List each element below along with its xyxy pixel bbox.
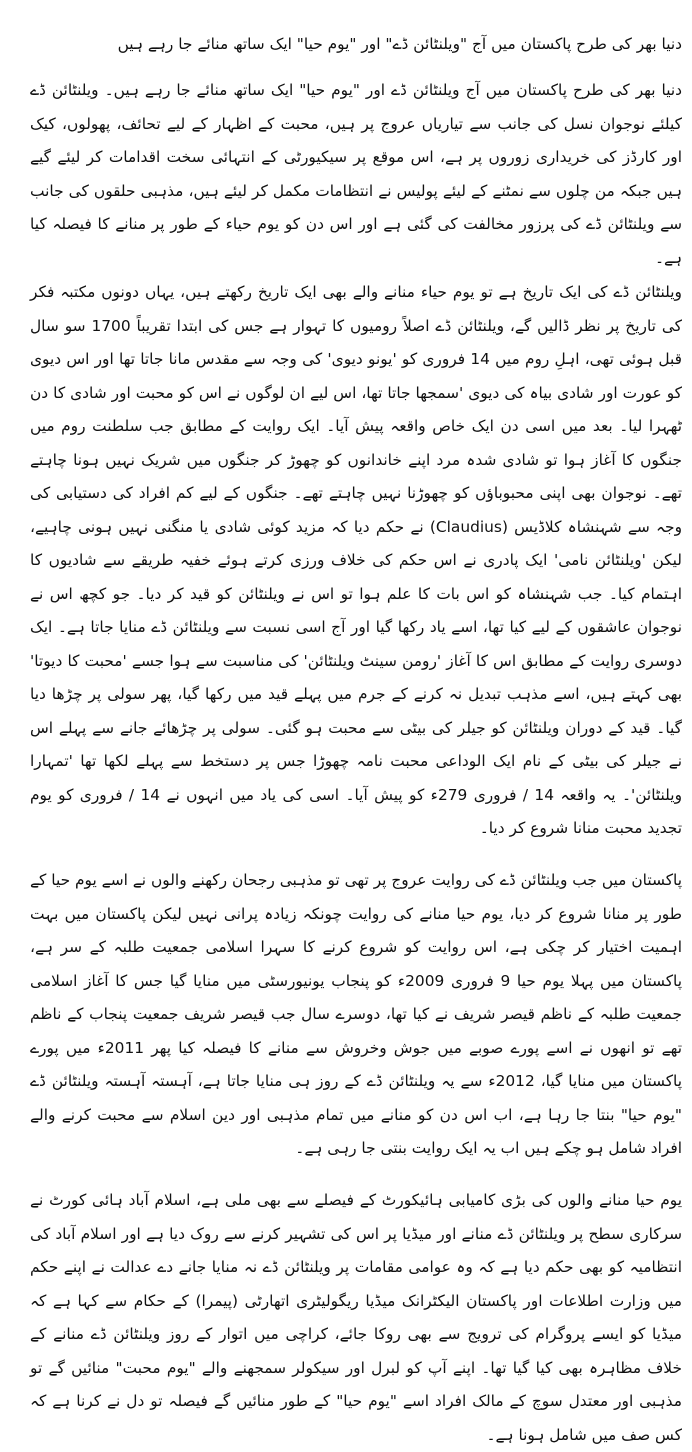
- article-paragraph-1: دنیا بھر کی طرح پاکستان میں آج ویلنٹائن ڈے اور "یوم حیا" ایک ساتھ منائے جا رہے ہیں۔ ویلنٹائن ڈے کیلئے نوجوان نسل کی جانب سے تیاریاں عروج پر ہیں، محبت کے اظہار کے لیے تحائف، پھولوں، کیک اور کارڈز کی خریداری زوروں پر ہے، اس موقع پر سیکیورٹی کے انتہائی سخت اقدامات کر لیئے گیے ہیں جبکہ من چلوں سے نمٹنے کے لیئے پولیس نے انتظامات مکمل کر لیئے ہیں، مذہبی حلقوں کی جانب سے ویلنٹائن ڈے کی پرزور مخالفت کی گئی ہے اور اس دن کو یوم حیاء کے طور پر منانے کا فیصلہ کیا ہے۔: [30, 81, 682, 267]
- article-paragraph-2: ویلنٹائن ڈے کی ایک تاریخ ہے تو یوم حیاء منانے والے بھی ایک تاریخ رکھتے ہیں، یہاں دونوں مکتبہ فکر کی تاریخ پر نظر ڈالیں گے، ویلنٹائن ڈے اصلاً رومیوں کا تہوار ہے جس کی ابتدا تقریباً 1700 سو سال قبل ہوئی تھی، اہلِ روم میں 14 فروری کو 'یونو دیوی' کی وجہ سے مقدس مانا جاتا تھا اور اس دیوی کو عورت اور شادی بیاہ کی دیوی 'سمجھا جاتا تھا، اس لیے ان لوگوں نے اس کو محبت اور شادی کا دن ٹھہرا لیا۔ بعد میں اسی دن ایک خاص واقعہ پیش آیا۔ ایک روایت کے مطابق جب سلطنت روم میں جنگوں کا آغاز ہوا تو شادی شدہ مرد اپنے خاندانوں کو چھوڑ کر جنگوں میں شریک نہیں ہونا چاہتے تھے۔ نوجوان بھی اپنی محبوباؤں کو چھوڑنا نہیں چاہتے تھے۔ جنگوں کے لیے کم افراد کی دستیابی کی وجہ سے شہنشاہ کلاڈیس (Claudius) نے حکم دیا کہ مزید کوئی شادی یا منگنی نہیں ہونی چاہیے، لیکن 'ویلنٹائن نامی' ایک پادری نے اس حکم کی خلاف ورزی کرتے ہوئے خفیہ طریقے سے شادیوں کا اہتمام کیا۔ جب شہنشاہ کو اس بات کا علم ہوا تو اس نے ویلنٹائن کو قید کر دیا۔ جو کچھ اس نے نوجوان عاشقوں کے لیے کیا تھا، اسے یاد رکھا گیا اور آج اسی نسبت سے ویلنٹائن ڈے منایا جاتا ہے۔ ایک دوسری روایت کے مطابق اس کا آغاز 'رومن سینٹ ویلنٹائن' کی مناسبت سے ہوا جسے 'محبت کا دیوتا' بھی کہتے ہیں، اسے مذہب تبدیل نہ کرنے کے جرم میں پہلے قید میں رکھا گیا، پھر سولی پر چڑھا دیا گیا۔ قید کے دوران ویلنٹائن کو جیلر کی بیٹی سے محبت ہو گئی۔ سولی پر چڑھائے جانے سے پہلے اس نے جیلر کی بیٹی کے نام ایک الوداعی محبت نامہ چھوڑا جس پر دستخط سے پہلے لکھا تھا 'تمہارا ویلنٹائن'۔ یہ واقعہ 14 / فروری 279ء کو پیش آیا۔ اسی کی یاد میں انہوں نے 14 / فروری کو یوم تجدید محبت منانا شروع کر دیا۔: [30, 283, 683, 837]
- article-paragraph-3: پاکستان میں جب ویلنٹائن ڈے کی روایت عروج پر تھی تو مذہبی رجحان رکھنے والوں نے اسے یوم حیا کے طور پر منانا شروع کر دیا، یوم حیا منانے کی روایت چونکہ زیادہ پرانی نہیں لیکن پاکستان میں بہت اہمیت اختیار کر چکی ہے، اس روایت کو شروع کرنے کا سہرا اسلامی جمعیت طلبہ کے سر ہے، پاکستان میں پہلا یوم حیا 9 فروری 2009ء کو پنجاب یونیورسٹی میں منایا گیا جس کا آغاز اسلامی جمعیت طلبہ کے ناظم قیصر شریف نے کیا تھا، دوسرے سال جب قیصر شریف جمعیت پنجاب کے ناظم تھے تو انھوں نے اسے پورے صوبے میں جوش وخروش سے منانے کا فیصلہ کیا پھر 2011ء میں پورے پاکستان میں منایا گیا، 2012ء سے یہ ویلنٹائن ڈے کے روز ہی منایا جاتا ہے، آہستہ آہستہ ویلنٹائن ڈے "یوم حیا" بنتا جا رہا ہے، اب اس دن کو منانے میں تمام مذہبی اور دین اسلام سے محبت کرنے والے افراد شامل ہو چکے ہیں اب یہ ایک روایت بنتی جا رہی ہے۔: [30, 871, 683, 1157]
- article-paragraph-4: یوم حیا منانے والوں کی بڑی کامیابی ہائیکورٹ کے فیصلے سے بھی ملی ہے، اسلام آباد ہائی کورٹ نے سرکاری سطح پر ویلنٹائن ڈے منانے اور میڈیا پر اس کی تشہیر کرنے سے روک دیا ہے اور اسلام آباد کی انتظامیہ کو بھی حکم دیا ہے کہ وہ عوامی مقامات پر ویلنٹائن ڈے نہ منایا جانے دے عدالت نے اپنے حکم میں وزارت اطلاعات اور پاکستان الیکٹرانک میڈیا ریگولیٹری اتھارٹی (پیمرا) کے حکام سے کہا ہے کہ میڈیا کو ایسے پروگرام کی ترویج سے بھی روکا جائے، کراچی میں اتوار کے روز ویلنٹائن ڈے منانے کے خلاف مظاہرہ بھی کیا گیا تھا۔ اپنے آپ کو لبرل اور سیکولر سمجھنے والے "یوم محبت" منائیں گے تو مذہبی اور معتدل سوچ کے مالک افراد اسے "یوم حیا" کے طور منائیں گے فیصلہ تو دل نے کرنا ہے کہ کس صف میں شامل ہونا ہے۔: [30, 1191, 682, 1444]
- article-headline: دنیا بھر کی طرح پاکستان میں آج "ویلنٹائن ڈے" اور "یوم حیا" ایک ساتھ منائے جا رہے ہیں: [117, 35, 682, 53]
- article: [30, 0, 683, 1444]
